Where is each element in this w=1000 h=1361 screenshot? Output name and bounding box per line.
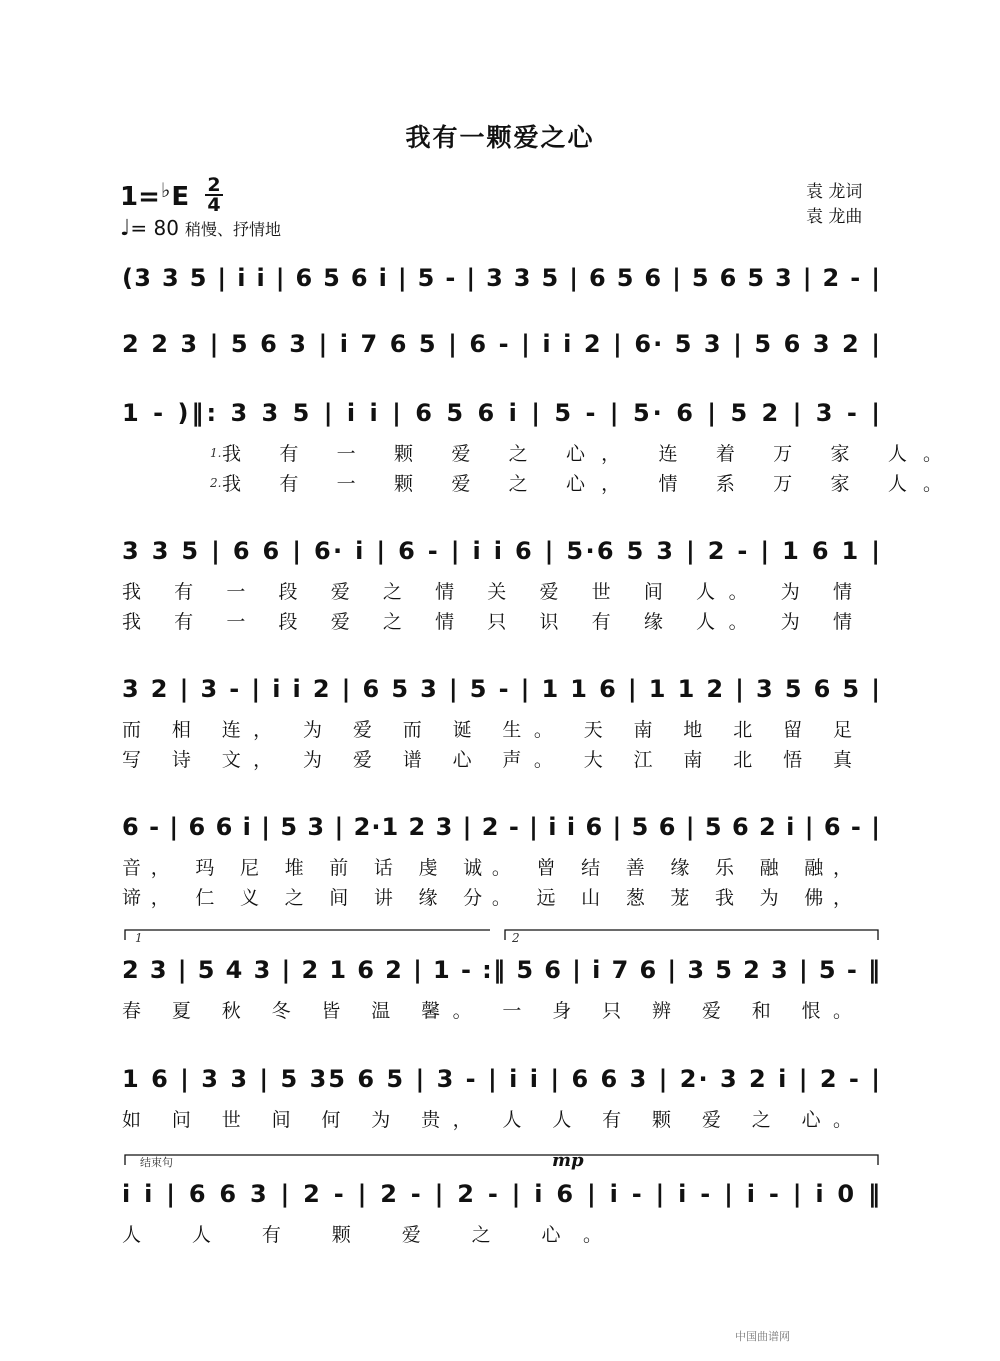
notation-line: 1 - )‖: 3 3 5 | i i | 6 5 6 i | 5 - | 5· 6 | 5 2 | 3 - | [122,399,880,427]
notation-line: 1 6 | 3 3 | 5 35 6 5 | 3 - | i i | 6 6 3 | 2· 3 2 i | 2 - | [122,1065,881,1093]
flat-sign: ♭ [160,178,171,202]
lyric-line-verse-1: 我 有 一 颗 爱 之 心， 连 着 万 家 人。 [222,443,943,465]
staff-row [122,813,880,909]
notation-line: 3 3 5 | 6 6 | 6· i | 6 - | i i 6 | 5·6 5 3 | 2 - | 1 6 1 | [122,537,880,565]
notation-line: 6 - | 6 6 i | 5 3 | 2·1 2 3 | 2 - | i i 6 | 5 6 | 5 6 2 i | 6 - | [122,813,880,841]
ending-2-label: 2 [512,931,520,945]
staff-row [122,675,880,771]
staff-row [122,330,880,358]
lyric-line-verse-2: 我 有 一 颗 爱 之 心， 情 系 万 家 人。 [222,473,943,495]
tempo-description: 稍慢、抒情地 [184,220,281,239]
staff-row [122,1180,880,1246]
staff-row [122,537,880,633]
staff-row [122,399,942,495]
lyric-line-verse-1: 我 有 一 段 爱 之 情 关 爱 世 间 人。 为 情 [122,581,852,603]
staff-row [122,264,880,292]
dynamic-mark: mp [552,1150,584,1171]
notation-line: 2 3 | 5 4 3 | 2 1 6 2 | 1 - :‖ 5 6 | i 7 6 | 3 5 2 3 | 5 - ‖ [122,956,880,984]
quarter-note-icon: ♩ [120,216,131,241]
lyricist: 袁 龙词 [806,182,863,202]
staff-row [122,956,880,1022]
lyric-line-verse-1: 音， 玛 尼 堆 前 话 虔 诚。 曾 结 善 缘 乐 融 融， [122,857,853,879]
lyric-line-verse-1: 人 人 有 颗 爱 之 心。 [122,1224,602,1246]
notation-line: (3 3 5 | i i | 6 5 6 i | 5 - | 3 3 5 | 6 5 6 | 5 6 5 3 | 2 - | [122,264,880,292]
lyric-line-verse-2: 写 诗 文， 为 爱 谱 心 声。 大 江 南 北 悟 真 [122,749,852,771]
lyric-line-verse-1: 春 夏 秋 冬 皆 温 馨。 一 身 只 辨 爱 和 恨。 [122,1000,852,1022]
notation-line: 3 2 | 3 - | i i 2 | 6 5 3 | 5 - | 1 1 6 | 1 1 2 | 3 5 6 5 | [122,675,880,703]
footer-watermark: 中国曲谱网 [735,1330,790,1343]
composer: 袁 龙曲 [806,207,863,227]
lyric-line-verse-1: 而 相 连， 为 爱 而 诞 生。 天 南 地 北 留 足 [122,719,852,741]
tempo-value: = 80 [130,216,179,240]
page-title: 我有一颗爱之心 [405,123,595,152]
ending-1-label: 1 [135,931,143,945]
coda-bracket [125,1155,878,1165]
time-top: 2 [207,174,221,196]
coda-label: 结束句 [140,1156,173,1169]
time-bottom: 4 [207,194,221,216]
ending-1-bracket [125,930,490,940]
notation-line: 2 2 3 | 5 6 3 | i 7 6 5 | 6 - | i i 2 | 6· 5 3 | 5 6 3 2 | [122,330,880,358]
ending-2-bracket [505,930,878,940]
notation-line: i i | 6 6 3 | 2 - | 2 - | 2 - | i 6 | i - | i - | i - | i 0 ‖ [122,1180,880,1208]
lyric-line-verse-1: 如 问 世 间 何 为 贵， 人 人 有 颗 爱 之 心。 [122,1109,852,1131]
verse-1-marker: 1. [210,446,222,460]
key-note: E [171,182,190,212]
lyric-line-verse-2: 谛， 仁 义 之 间 讲 缘 分。 远 山 葱 茏 我 为 佛， [122,887,853,909]
verse-2-marker: 2. [210,476,222,490]
lyric-line-verse-2: 我 有 一 段 爱 之 情 只 识 有 缘 人。 为 情 [122,611,852,633]
staff-row [122,1065,880,1131]
key-prefix: 1= [120,182,160,212]
